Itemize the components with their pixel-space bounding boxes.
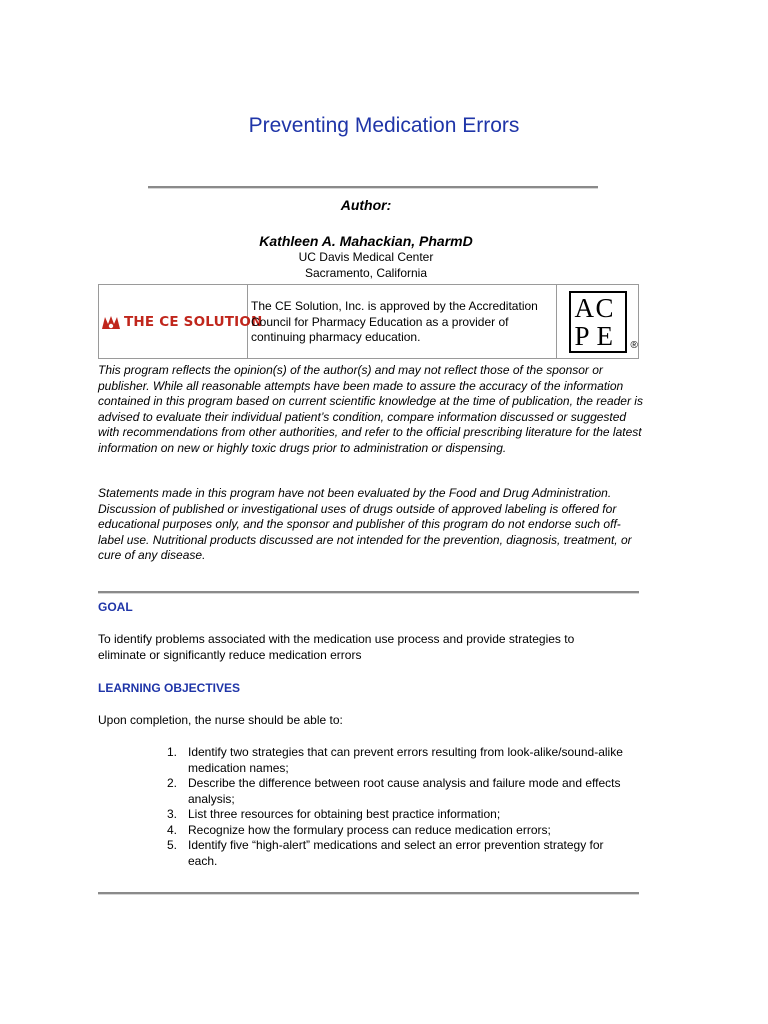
author-location: Sacramento, California bbox=[304, 266, 428, 280]
ce-solution-logo-cell bbox=[99, 285, 263, 358]
acpe-logo bbox=[569, 291, 638, 353]
list-item-number: 5. bbox=[167, 838, 178, 852]
author-name: Kathleen A. Mahackian, PharmD bbox=[259, 233, 473, 249]
author-label: Author: bbox=[340, 197, 392, 213]
author-affiliation: UC Davis Medical Center bbox=[298, 250, 434, 264]
acpe-letter-e: E bbox=[596, 320, 613, 351]
page-title: Preventing Medication Errors bbox=[248, 114, 520, 137]
ce-solution-logo-text: THE CE SOLUTION bbox=[124, 313, 263, 330]
disclaimer-opinion: This program reflects the opinion(s) of the author(s) and may not reflect those of the sponsor or publisher. While all reasonable attempts have been made to assure the accuracy of the information contained in this program based on current scientific knowledge at the time of publication, the reader is advised to evaluate their individual patient’s condition, compare information discussed or suggested with recommendations from other authorities, and refer to the official prescribing literature for the latest information on new or highly toxic drugs prior to administration or dispensing. bbox=[98, 363, 643, 455]
list-item-number: 2. bbox=[167, 776, 178, 790]
list-item bbox=[160, 838, 630, 869]
list-item-number: 4. bbox=[167, 822, 178, 837]
list-item bbox=[160, 776, 630, 807]
registered-mark: ® bbox=[630, 339, 638, 351]
list-item-text: Describe the difference between root cause analysis and failure mode and effects analysis; bbox=[188, 776, 621, 806]
list-item-number: 3. bbox=[167, 807, 178, 821]
acpe-letter-c: C bbox=[595, 292, 614, 323]
acpe-logo-cell bbox=[557, 285, 638, 358]
ce-solution-logo bbox=[101, 314, 263, 330]
list-item-number: 1. bbox=[167, 745, 178, 759]
objectives-list bbox=[160, 745, 630, 869]
goal-text: To identify problems associated with the medication use process and provide strategies to eliminate or significantly reduce medication errors bbox=[98, 632, 575, 662]
accreditation-table bbox=[98, 284, 639, 359]
acpe-letter-a: A bbox=[574, 292, 594, 323]
acpe-letter-p: P bbox=[574, 320, 590, 351]
list-item bbox=[160, 745, 630, 776]
list-item-text: Identify five “high-alert” medications and select an error prevention strategy for each. bbox=[188, 838, 604, 868]
list-item bbox=[160, 823, 630, 839]
divider-top bbox=[148, 186, 598, 189]
disclaimer-fda: Statements made in this program have not been evaluated by the Food and Drug Administration. Discussion of published or investigational uses of drugs outside of approved labeling is offered for educational purposes only, and the sponsor and publisher of this program do not endorse such off-label use. Nutritional products discussed are not intended for the prevention, diagnosis, treatment, or cure of any disease. bbox=[98, 486, 632, 562]
list-item-text: List three resources for obtaining best practice information; bbox=[188, 807, 501, 821]
divider-middle bbox=[98, 591, 639, 594]
learning-objectives-heading: LEARNING OBJECTIVES bbox=[98, 681, 241, 695]
objectives-intro: Upon completion, the nurse should be able to: bbox=[98, 713, 343, 727]
accreditation-statement: The CE Solution, Inc. is approved by the Accreditation Council for Pharmacy Education as a provider of continuing pharmacy education. bbox=[248, 285, 557, 358]
list-item-text: Identify two strategies that can prevent errors resulting from look-alike/sound-alike medication names; bbox=[188, 745, 623, 775]
ce-solution-mark-icon bbox=[101, 314, 121, 330]
divider-bottom bbox=[98, 892, 639, 895]
goal-heading: GOAL bbox=[98, 600, 133, 614]
list-item-text: Recognize how the formulary process can reduce medication errors; bbox=[188, 822, 551, 837]
list-item bbox=[160, 807, 630, 823]
